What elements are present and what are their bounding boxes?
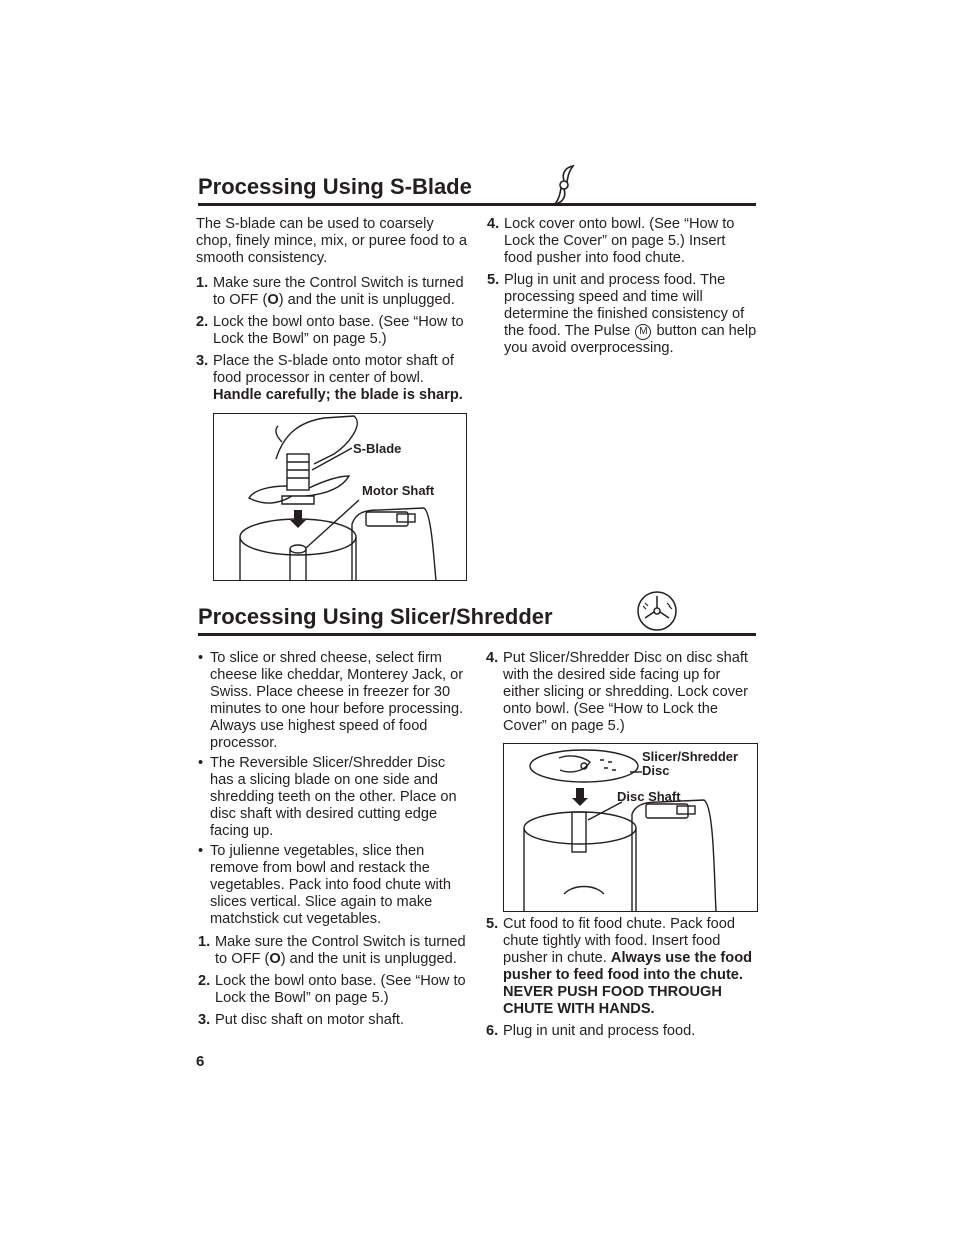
warning-text: Handle carefully; the blade is sharp. <box>213 387 463 403</box>
slicer-figure <box>503 743 758 912</box>
warning-text: Always use the food pusher to feed food into the chute. NEVER PUSH FOOD THROUGH CHUTE WITH HANDS. <box>503 950 753 1017</box>
pulse-m-icon: M <box>635 324 651 340</box>
s-blade-left-column <box>196 216 470 409</box>
slicer-left-column <box>198 650 470 1034</box>
off-symbol: O <box>269 951 281 967</box>
step-6: 6. Plug in unit and process food. <box>486 1023 696 1039</box>
bullet-item: • To julienne vegetables, slice then remove from bowl and restack the vegetables. Pack into food chute with slices vertical. Slice again to make matchstick cut vegetables. <box>198 843 451 927</box>
section-heading-s-blade <box>198 174 756 206</box>
step-4: 4. Lock cover onto bowl. (See “How to Lock the Cover” on page 5.) Insert food pusher into food chute. <box>487 216 735 266</box>
slicer-disc-label: Slicer/Shredder Disc <box>642 749 739 778</box>
step-2: 2. Lock the bowl onto base. (See “How to Lock the Bowl” on page 5.) <box>198 973 466 1006</box>
motor-shaft-label: Motor Shaft <box>362 483 435 498</box>
slicer-right-column-top <box>486 650 756 740</box>
step-3: 3. Place the S-blade onto motor shaft of food processor in center of bowl. Handle carefully; the blade is sharp. <box>196 353 463 403</box>
slicer-disc-icon <box>636 590 678 632</box>
s-blade-label: S-Blade <box>353 441 402 456</box>
step-2: 2. Lock the bowl onto base. (See “How to Lock the Bowl” on page 5.) <box>196 314 464 347</box>
s-blade-icon <box>543 164 585 206</box>
s-blade-figure <box>213 413 467 581</box>
off-symbol: O <box>267 292 279 308</box>
step-5: 5. Cut food to fit food chute. Pack food chute tightly with food. Insert food pusher in chute. Always use the food pusher to feed food into the chute. NEVER PUSH FOOD THROUGH CHUTE WITH HANDS. <box>486 916 753 1017</box>
disc-shaft-label: Disc Shaft <box>617 789 681 804</box>
intro-text: The S-blade can be used to coarsely chop, finely mince, mix, or puree food to a smooth consistency. <box>196 216 467 266</box>
section-title: Processing Using Slicer/Shredder <box>198 604 553 629</box>
bullet-item: • The Reversible Slicer/Shredder Disc has a slicing blade on one side and shredding teeth on the other. Place on disc shaft with desired cutting edge facing up. <box>198 755 457 839</box>
section-heading-slicer <box>198 604 756 636</box>
s-blade-right-column <box>487 216 757 362</box>
step-1: 1. Make sure the Control Switch is turned to OFF (O) and the unit is unplugged. <box>198 934 466 967</box>
step-4: 4. Put Slicer/Shredder Disc on disc shaft with the desired side facing up for either slicing or shredding. Lock cover onto bowl. (See “How to Lock the Cover” on page 5.) <box>486 650 748 734</box>
step-1: 1. Make sure the Control Switch is turned to OFF (O) and the unit is unplugged. <box>196 275 464 308</box>
section-title: Processing Using S-Blade <box>198 174 472 199</box>
step-3: 3. Put disc shaft on motor shaft. <box>198 1012 404 1028</box>
page-number: 6 <box>196 1053 205 1070</box>
slicer-right-column-bottom <box>486 916 756 1045</box>
bullet-item: • To slice or shred cheese, select firm cheese like cheddar, Monterey Jack, or Swiss. Place cheese in freezer for 30 minutes to one hour before processing. Always use highest speed of food processor. <box>198 650 464 751</box>
step-5: 5. Plug in unit and process food. The processing speed and time will determine the finished consistency of the food. The Pulse M button can help you avoid overprocessing. <box>487 272 757 356</box>
